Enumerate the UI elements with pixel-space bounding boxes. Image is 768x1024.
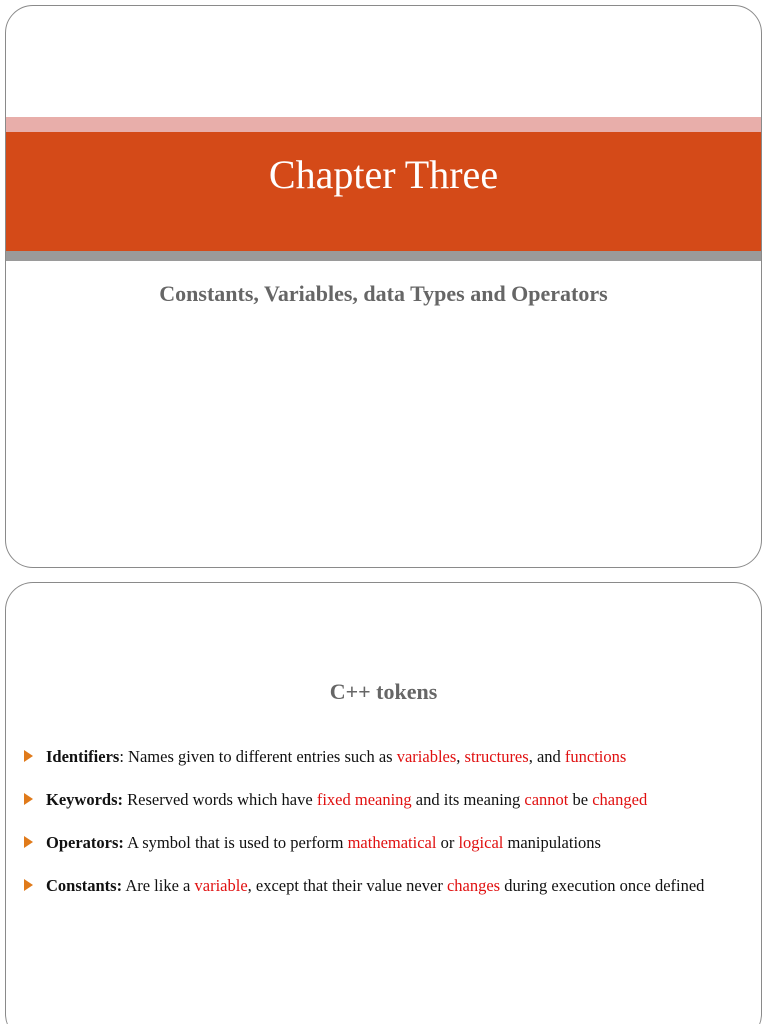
divider-strip xyxy=(6,251,761,261)
highlight-text: cannot xyxy=(524,790,569,809)
accent-strip xyxy=(6,117,761,132)
text-part: be xyxy=(568,790,593,809)
text-part: A symbol that is used to perform xyxy=(127,833,348,852)
highlight-text: variables xyxy=(396,747,457,766)
text-part: Names given to different entries such as xyxy=(128,747,397,766)
separator: : xyxy=(119,747,129,766)
text-part: , and xyxy=(528,747,565,766)
term: Operators: xyxy=(46,833,124,852)
highlight-text: variable xyxy=(194,876,248,895)
list-item-constants xyxy=(24,870,741,902)
term: Constants: xyxy=(46,876,123,895)
highlight-text: changes xyxy=(446,876,501,895)
arrow-bullet-icon xyxy=(24,750,33,762)
arrow-bullet-icon xyxy=(24,793,33,805)
slide-heading: C++ tokens xyxy=(329,679,438,704)
arrow-bullet-icon xyxy=(24,879,33,891)
highlight-text: changed xyxy=(592,790,648,809)
text-part: during execution once defined xyxy=(500,876,705,895)
text-part: Reserved words which have xyxy=(127,790,317,809)
content-slide xyxy=(5,582,762,1024)
list-item-operators xyxy=(24,827,741,859)
list-item-keywords xyxy=(24,784,741,816)
chapter-subtitle: Constants, Variables, data Types and Operators xyxy=(159,281,608,306)
highlight-text: structures xyxy=(464,747,529,766)
text-part: Are like a xyxy=(125,876,195,895)
token-list xyxy=(24,741,741,913)
title-slide xyxy=(5,5,762,568)
text-part: , except that their value never xyxy=(247,876,447,895)
highlight-text: fixed meaning xyxy=(316,790,412,809)
text-part: manipulations xyxy=(503,833,601,852)
list-item-identifiers xyxy=(24,741,741,773)
term: Keywords: xyxy=(46,790,123,809)
highlight-text: logical xyxy=(458,833,504,852)
term: Identifiers xyxy=(46,747,120,766)
chapter-title: Chapter Three xyxy=(268,152,499,197)
text-part: and its meaning xyxy=(411,790,525,809)
highlight-text: functions xyxy=(564,747,627,766)
arrow-bullet-icon xyxy=(24,836,33,848)
text-part: , xyxy=(456,747,465,766)
text-part: or xyxy=(436,833,459,852)
highlight-text: mathematical xyxy=(347,833,437,852)
